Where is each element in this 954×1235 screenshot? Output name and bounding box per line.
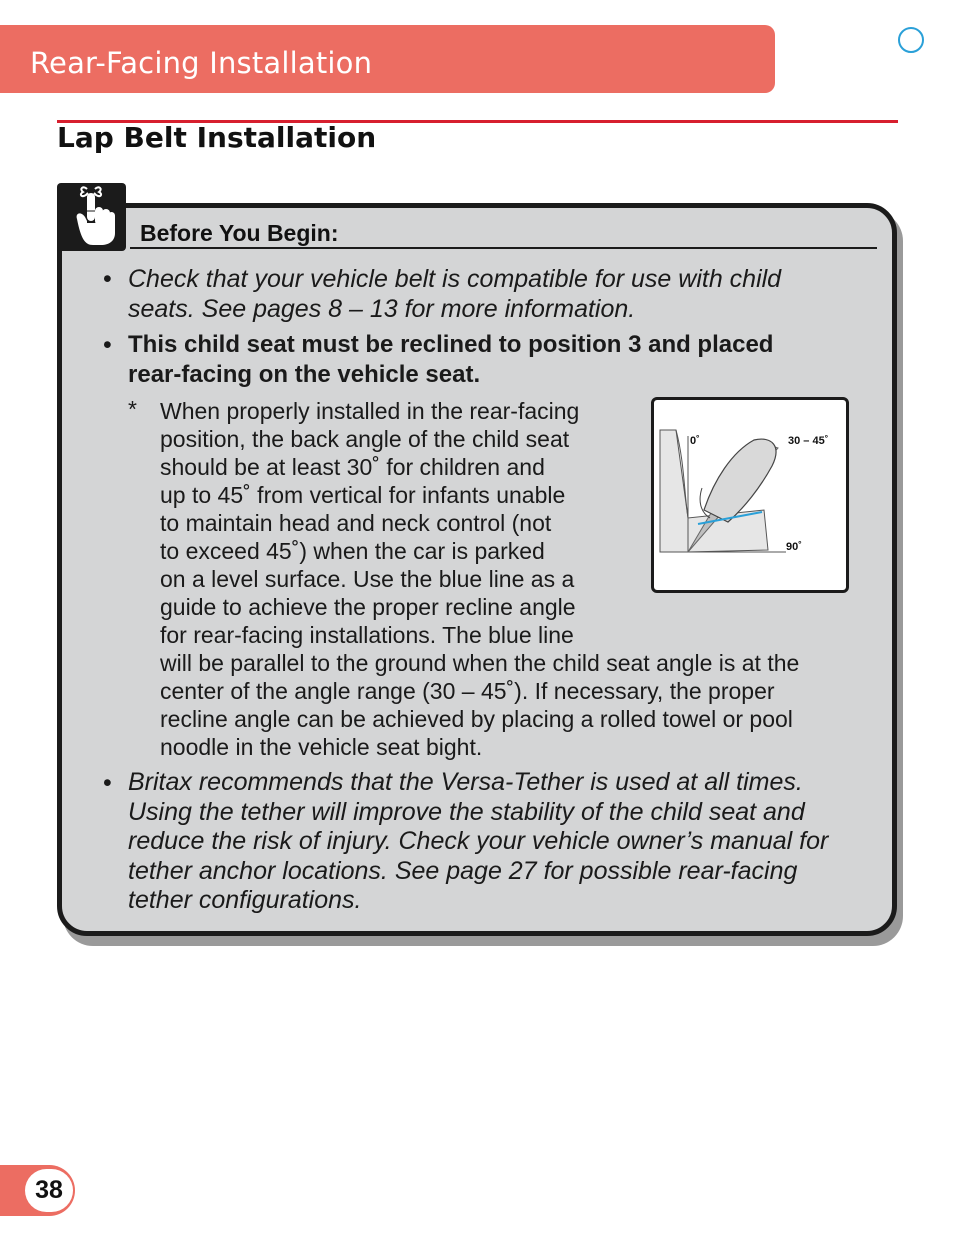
bullet-tether-recommendation bbox=[128, 768, 878, 916]
label-zero-degrees: 0˚ bbox=[690, 435, 700, 447]
header-bar bbox=[0, 25, 775, 93]
bullet-line: seats. See pages 8 – 13 for more information. bbox=[128, 295, 636, 323]
bullet-recline-requirement bbox=[128, 330, 878, 390]
bullet-line: tether configurations. bbox=[128, 886, 362, 914]
bullet-line: Using the tether will improve the stability of the child seat and bbox=[128, 797, 805, 826]
bullet-marker: • bbox=[103, 769, 112, 797]
note-line: for rear-facing installations. The blue line bbox=[160, 622, 574, 648]
note-line: position, the back angle of the child seat bbox=[160, 426, 570, 452]
bullet-line: tether anchor locations. See page 27 for possible rear-facing bbox=[128, 856, 798, 885]
note-line: up to 45˚ from vertical for infants unable bbox=[160, 482, 566, 508]
label-angle-range: 30 – 45˚ bbox=[788, 435, 829, 447]
note-asterisk: * bbox=[128, 396, 137, 422]
note-line: will be parallel to the ground when the child seat angle is at the bbox=[160, 650, 800, 676]
note-line: When properly installed in the rear-facing bbox=[160, 398, 580, 424]
bullet-compatibility bbox=[128, 264, 878, 324]
note-line: to exceed 45˚) when the car is parked bbox=[160, 538, 545, 564]
panel-heading-rule bbox=[130, 247, 877, 249]
note-line: guide to achieve the proper recline angle bbox=[160, 594, 576, 620]
bullet-marker: • bbox=[103, 331, 112, 359]
note-line: recline angle can be achieved by placing a rolled towel or pool bbox=[160, 706, 793, 732]
hand-with-ribbon-icon bbox=[57, 183, 126, 251]
note-line: should be at least 30˚ for children and bbox=[160, 454, 545, 480]
section-title: Lap Belt Installation bbox=[57, 121, 377, 154]
recline-angle-figure bbox=[651, 397, 849, 593]
header-title: Rear-Facing Installation bbox=[30, 46, 373, 80]
panel-heading: Before You Begin: bbox=[140, 220, 339, 246]
bullet-marker: • bbox=[103, 265, 112, 293]
bullet-line: reduce the risk of injury. Check your vehicle owner’s manual for bbox=[128, 827, 829, 855]
recline-angle-diagram bbox=[654, 400, 846, 590]
registration-circle-icon bbox=[898, 27, 924, 53]
note-line: center of the angle range (30 – 45˚). If necessary, the proper bbox=[160, 678, 775, 704]
note-line: noodle in the vehicle seat bight. bbox=[160, 734, 483, 760]
note-line: to maintain head and neck control (not bbox=[160, 510, 552, 536]
page-number: 38 bbox=[25, 1169, 73, 1212]
bullet-line: This child seat must be reclined to position 3 and placed bbox=[128, 331, 774, 358]
bullet-line: Check that your vehicle belt is compatible for use with child bbox=[128, 265, 782, 293]
bullet-line: Britax recommends that the Versa-Tether is used at all times. bbox=[128, 768, 803, 796]
bullet-line: rear-facing on the vehicle seat. bbox=[128, 361, 481, 388]
note-line: on a level surface. Use the blue line as a bbox=[160, 566, 575, 592]
label-ninety-degrees: 90˚ bbox=[786, 541, 802, 553]
